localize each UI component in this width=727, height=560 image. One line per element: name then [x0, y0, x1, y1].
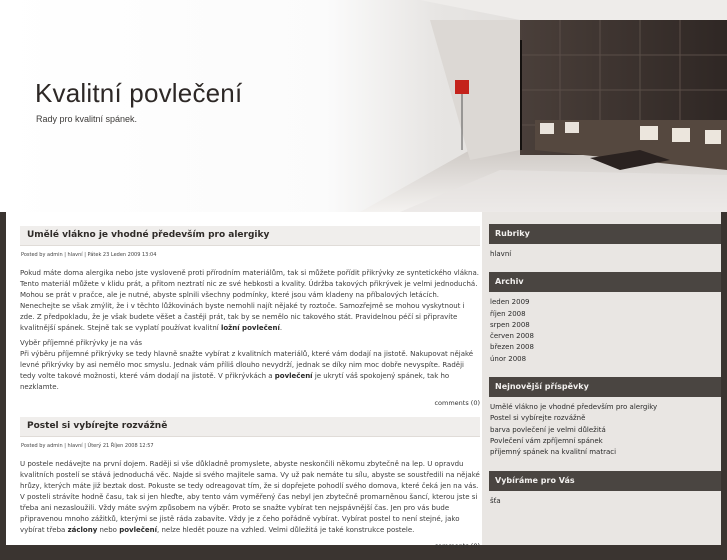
widget-recent-posts [489, 377, 721, 458]
recommended-link[interactable]: šťa [490, 496, 501, 505]
archive-link[interactable]: srpen 2008 [490, 320, 530, 329]
post-keyword-link[interactable]: povlečení [274, 372, 313, 380]
post-paragraph [20, 338, 480, 393]
widget-archiv [489, 272, 721, 365]
post-keyword-link[interactable]: povlečení [119, 526, 158, 534]
main-area [6, 212, 721, 550]
widget-rubriky [489, 224, 721, 260]
post-text: U postele nedávejte na první dojem. Raději si vše důkladně promyslete, abyste neskončili někomu zbytečně na lep. U opravdu kvalitních postelí se stává jednoduchá věc. Najde si svého majitele sama. Vy už pak nemáte tu sílu, abyste se soustředili na nějaké hrůzy, kterých máte již beztak dost. Pokuste se tedy odreagovat tím, že si dopřejete pohodlí svého domova, které čeká jen na vás. V posteli strávíte hodně času, tak si jen hleďte, aby tento vám vyměřený čas nebyl jen zbytečně promarněnou šancí, kterou jste si třeba ani nezasloužili. Vždy máte svým způsobem na výběr. Proto se snažte vybírat ten nejspávnější čas. Jen pro vás bude připravenou mnoho zážitků, kterými se jistě ráda zabavíte. Vždy je z čeho pořádně vybírat. Vybírat postel to není stejné, jako vybírat třeba [20, 460, 480, 534]
post-meta: Posted by admin | hlavní | Pátek 23 Leden 2009 13:04 [21, 252, 157, 258]
post-text: Vyběr příjemné přikrývky je na vás Při výběru příjemné přikrývky se tedy hlavně snažte vybírat z kvalitních materiálů, které vám dodají na jistotě. Nakupovat nějaké levné přikrývky by asi nemělo moc smyslu. Jednak vám příliš dlouho nevydrží, jednak se díky nim moc dobře nevyspíte. Raději tedy volte takové možnosti, které vám dodají na jistotě. V přikrývkách a [20, 339, 474, 380]
post-text: . [279, 324, 283, 332]
site-tagline: Rady pro kvalitní spánek. [36, 114, 138, 124]
post-title-link[interactable]: Postel si vybírejte rozvážně [20, 417, 480, 437]
site-header [0, 0, 727, 212]
content-column [20, 226, 480, 560]
widget-title: Rubriky [489, 224, 721, 244]
post-text: , nelze hledět pouze na vzhled. Velmi důležitá je také konstrukce postele. [157, 526, 415, 534]
widget-title: Archiv [489, 272, 721, 292]
recent-posts-list [489, 402, 721, 458]
post-keyword-link[interactable]: záclony [67, 526, 98, 534]
post-text: je ukrytí váš spokojený spánek, tak ho nezklamte. [20, 372, 450, 391]
recent-post-link[interactable]: Postel si vybírejte rozvážně [490, 414, 586, 423]
post-body [20, 459, 480, 536]
recent-post-link[interactable]: barva povlečení je velmi důležitá [490, 425, 606, 434]
post-paragraph [20, 268, 480, 334]
widget-title: Nejnovější příspěvky [489, 377, 721, 397]
widget-title: Vybíráme pro Vás [489, 471, 721, 491]
right-border [721, 212, 727, 545]
archive-link[interactable]: říjen 2008 [490, 309, 526, 318]
post-text: nebo [99, 526, 117, 534]
comments-link[interactable]: comments (0) [434, 542, 480, 550]
archive-link[interactable]: únor 2008 [490, 354, 527, 363]
archive-link[interactable]: leden 2009 [490, 298, 530, 307]
category-link[interactable]: hlavní [490, 250, 512, 258]
recent-post-link[interactable]: Umělé vlákno je vhodné především pro alergiky [490, 403, 658, 412]
recommended-list [489, 496, 721, 507]
archive-link[interactable]: červen 2008 [490, 332, 534, 341]
sidebar [489, 224, 721, 519]
category-list [489, 249, 721, 260]
post-title-link[interactable]: Umělé vlákno je vhodné především pro alergiky [20, 226, 480, 246]
post-paragraph [20, 459, 480, 536]
post-text: Pokud máte doma alergika nebo jste vysloveně proti přírodním materiálům, tak si můžete pořídit přikrývky ze syntetického vlákna. Tento materiál můžete v klidu prát, a přitom neztratí nic ze své hebkosti a kvality. Údržba takových přikrývek je velmi jednoduchá. Mohou se prát v pračce, ale je nutné, abyste splnili všechny podmínky, které jsou vám kladeny na příbalových letácích. Nenechejte se však zmýlit, že i v těchto lůžkovinách byste nemohli najít nějaké ty roztoče. Samozřejmě se mohou vyskytnout i zde. Z předpokladu, že je však budete věšet a častěji prát, tak by se nemělo nic takového stát. Pravidelnou péčí si připravíte kvalitnější spánek. Stejně tak se vyplatí používat kvalitní [20, 269, 480, 332]
comments-link[interactable]: comments (0) [434, 399, 480, 407]
post-body [20, 268, 480, 393]
post [20, 417, 480, 550]
archive-link[interactable]: březen 2008 [490, 343, 534, 352]
archive-list [489, 297, 721, 365]
recent-post-link[interactable]: příjemný spánek na kvalitní matraci [490, 448, 617, 457]
post [20, 226, 480, 407]
recent-post-link[interactable]: Povlečení vám zpříjemní spánek [490, 436, 603, 445]
site-title[interactable]: Kvalitní povlečení [35, 78, 243, 108]
post-meta: Posted by admin | hlavní | Úterý 21 Říjen 2008 12:57 [21, 443, 154, 449]
post-keyword-link[interactable]: ložní povlečení [220, 324, 280, 332]
widget-vybirame [489, 471, 721, 507]
